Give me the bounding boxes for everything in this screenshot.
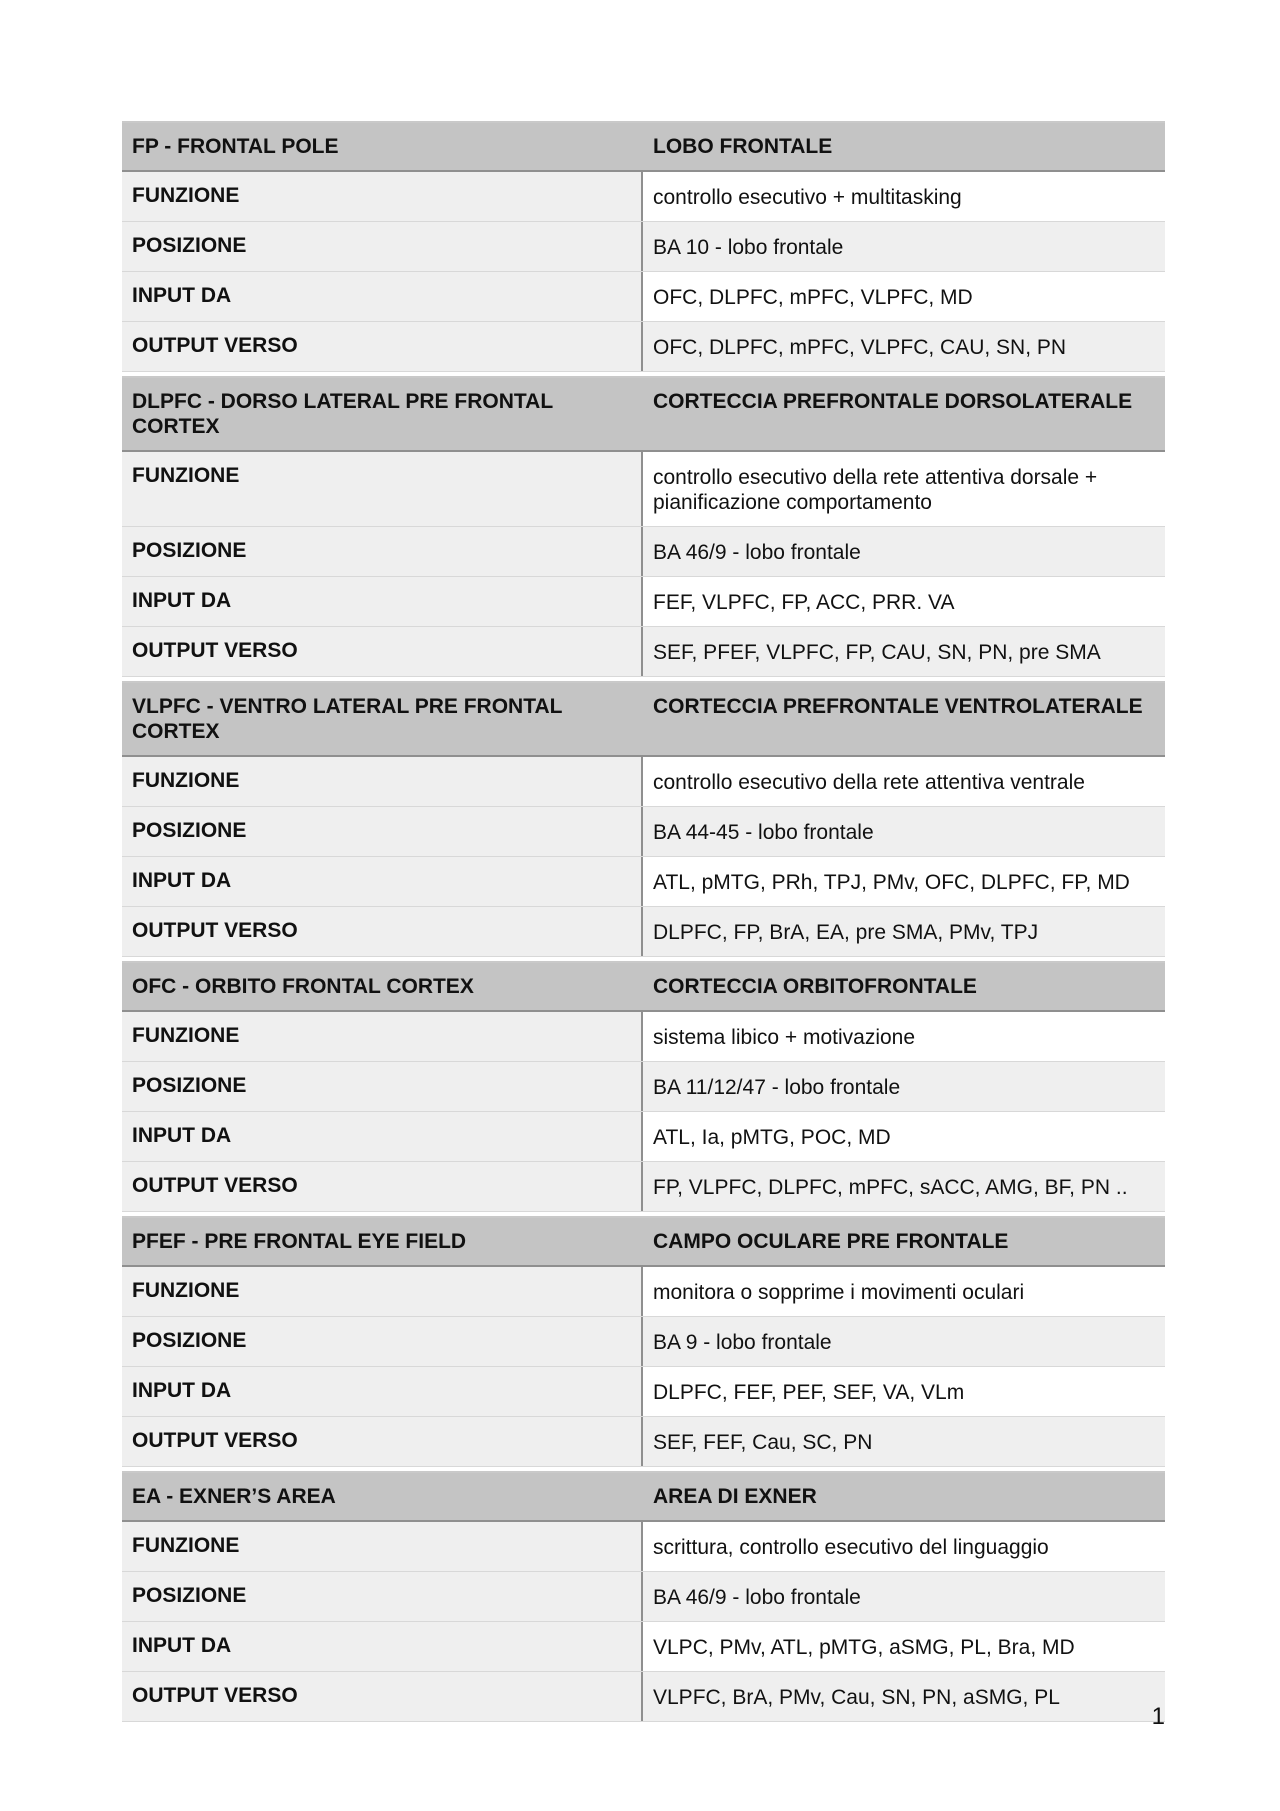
row-value: controllo esecutivo della rete attentiva ventrale — [643, 757, 1165, 806]
row-label: FUNZIONE — [122, 1522, 643, 1571]
table-row — [122, 627, 1165, 677]
row-value: VLPFC, BrA, PMv, Cau, SN, PN, aSMG, PL — [643, 1672, 1165, 1721]
section-header — [122, 378, 1165, 452]
table-row — [122, 527, 1165, 577]
table-row — [122, 1112, 1165, 1162]
table-row — [122, 857, 1165, 907]
row-value: ATL, Ia, pMTG, POC, MD — [643, 1112, 1165, 1161]
section-ea — [122, 1471, 1165, 1722]
section-title-right: CAMPO OCULARE PRE FRONTALE — [653, 1230, 1009, 1253]
row-value: BA 10 - lobo frontale — [643, 222, 1165, 271]
row-value: SEF, FEF, Cau, SC, PN — [643, 1417, 1165, 1466]
table-row — [122, 807, 1165, 857]
table-row — [122, 577, 1165, 627]
row-label: OUTPUT VERSO — [122, 1162, 643, 1211]
row-value: VLPC, PMv, ATL, pMTG, aSMG, PL, Bra, MD — [643, 1622, 1165, 1671]
row-label: POSIZIONE — [122, 1062, 643, 1111]
row-label: INPUT DA — [122, 272, 643, 321]
section-title-left: DLPFC - DORSO LATERAL PRE FRONTAL CORTEX — [132, 390, 553, 438]
row-label: FUNZIONE — [122, 452, 643, 526]
section-header — [122, 683, 1165, 757]
section-title-left: FP - FRONTAL POLE — [132, 135, 339, 158]
row-label: INPUT DA — [122, 857, 643, 906]
row-value: OFC, DLPFC, mPFC, VLPFC, CAU, SN, PN — [643, 322, 1165, 371]
table-row — [122, 1062, 1165, 1112]
section-title-right: AREA DI EXNER — [653, 1485, 817, 1508]
row-value: DLPFC, FEF, PEF, SEF, VA, VLm — [643, 1367, 1165, 1416]
row-value: controllo esecutivo della rete attentiva dorsale + pianificazione comportamento — [643, 452, 1165, 526]
section-header — [122, 1218, 1165, 1267]
section-title-left: EA - EXNER’S AREA — [132, 1485, 336, 1508]
row-value: SEF, PFEF, VLPFC, FP, CAU, SN, PN, pre SMA — [643, 627, 1165, 676]
row-value: scrittura, controllo esecutivo del linguaggio — [643, 1522, 1165, 1571]
section-title-left: OFC - ORBITO FRONTAL CORTEX — [132, 975, 474, 998]
table-row — [122, 1417, 1165, 1467]
row-value: controllo esecutivo + multitasking — [643, 172, 1165, 221]
table-row — [122, 1622, 1165, 1672]
table-row — [122, 452, 1165, 527]
row-label: POSIZIONE — [122, 807, 643, 856]
row-value: FP, VLPFC, DLPFC, mPFC, sACC, AMG, BF, PN .. — [643, 1162, 1165, 1211]
row-value: BA 46/9 - lobo frontale — [643, 527, 1165, 576]
row-label: INPUT DA — [122, 577, 643, 626]
section-title-right: CORTECCIA PREFRONTALE DORSOLATERALE — [653, 390, 1133, 413]
row-value: ATL, pMTG, PRh, TPJ, PMv, OFC, DLPFC, FP, MD — [643, 857, 1165, 906]
row-label: POSIZIONE — [122, 1572, 643, 1621]
section-title-left: VLPFC - VENTRO LATERAL PRE FRONTAL CORTEX — [132, 695, 563, 743]
row-label: INPUT DA — [122, 1112, 643, 1161]
table-row — [122, 1672, 1165, 1722]
table-row — [122, 222, 1165, 272]
table-row — [122, 1367, 1165, 1417]
row-label: FUNZIONE — [122, 757, 643, 806]
row-value: BA 46/9 - lobo frontale — [643, 1572, 1165, 1621]
section-header — [122, 1473, 1165, 1522]
table-row — [122, 172, 1165, 222]
section-pfef — [122, 1216, 1165, 1467]
row-label: OUTPUT VERSO — [122, 322, 643, 371]
row-label: FUNZIONE — [122, 1012, 643, 1061]
table-row — [122, 1317, 1165, 1367]
table-row — [122, 1012, 1165, 1062]
section-dlpfc — [122, 376, 1165, 677]
section-header — [122, 123, 1165, 172]
row-label: POSIZIONE — [122, 222, 643, 271]
row-value: FEF, VLPFC, FP, ACC, PRR. VA — [643, 577, 1165, 626]
row-label: OUTPUT VERSO — [122, 1672, 643, 1721]
section-ofc — [122, 961, 1165, 1212]
table-row — [122, 1267, 1165, 1317]
row-label: OUTPUT VERSO — [122, 627, 643, 676]
section-header — [122, 963, 1165, 1012]
section-fp — [122, 121, 1165, 372]
row-value: BA 11/12/47 - lobo frontale — [643, 1062, 1165, 1111]
row-label: OUTPUT VERSO — [122, 907, 643, 956]
row-label: INPUT DA — [122, 1367, 643, 1416]
section-title-right: LOBO FRONTALE — [653, 135, 833, 158]
row-value: DLPFC, FP, BrA, EA, pre SMA, PMv, TPJ — [643, 907, 1165, 956]
table-row — [122, 1522, 1165, 1572]
row-value: BA 9 - lobo frontale — [643, 1317, 1165, 1366]
section-title-right: CORTECCIA ORBITOFRONTALE — [653, 975, 977, 998]
table-row — [122, 322, 1165, 372]
row-value: monitora o sopprime i movimenti oculari — [643, 1267, 1165, 1316]
row-value: OFC, DLPFC, mPFC, VLPFC, MD — [643, 272, 1165, 321]
row-label: FUNZIONE — [122, 1267, 643, 1316]
section-title-left: PFEF - PRE FRONTAL EYE FIELD — [132, 1230, 467, 1253]
row-label: INPUT DA — [122, 1622, 643, 1671]
section-title-right: CORTECCIA PREFRONTALE VENTROLATERALE — [653, 695, 1143, 718]
table-row — [122, 272, 1165, 322]
row-value: sistema libico + motivazione — [643, 1012, 1165, 1061]
row-label: OUTPUT VERSO — [122, 1417, 643, 1466]
row-value: BA 44-45 - lobo frontale — [643, 807, 1165, 856]
table-row — [122, 1162, 1165, 1212]
row-label: FUNZIONE — [122, 172, 643, 221]
brain-areas-table — [122, 121, 1165, 1722]
table-row — [122, 757, 1165, 807]
table-row — [122, 1572, 1165, 1622]
table-row — [122, 907, 1165, 957]
page-number: 1 — [1151, 1703, 1165, 1730]
row-label: POSIZIONE — [122, 1317, 643, 1366]
row-label: POSIZIONE — [122, 527, 643, 576]
section-vlpfc — [122, 681, 1165, 957]
